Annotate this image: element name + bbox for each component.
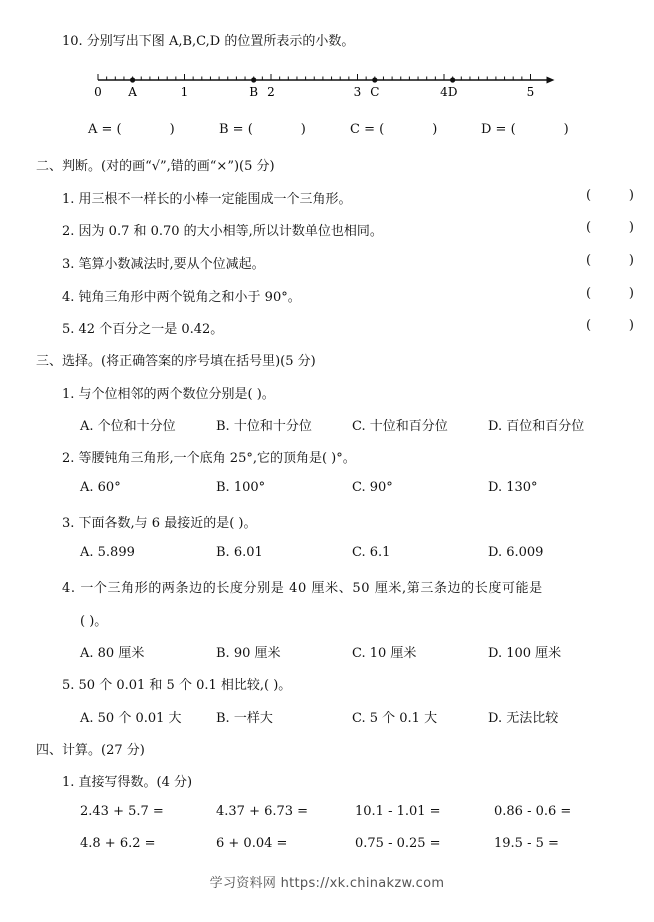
- choice-opt-5b[interactable]: B. 一样大: [216, 711, 273, 726]
- judge-item-3: 3. 笔算小数减法时,要从个位减起。: [62, 257, 265, 272]
- calc-6: 6 + 0.04 =: [216, 836, 288, 851]
- choice-opt-5a[interactable]: A. 50 个 0.01 大: [80, 711, 182, 726]
- choice-opt-5d[interactable]: D. 无法比较: [488, 711, 559, 726]
- judge-item-5: 5. 42 个百分之一是 0.42。: [62, 322, 224, 337]
- choice-opt-2a[interactable]: A. 60°: [80, 480, 121, 495]
- choice-opt-2d[interactable]: D. 130°: [488, 480, 538, 495]
- number-line: [88, 64, 558, 104]
- number-line-point-c: [372, 77, 377, 82]
- judge-item-4: 4. 钝角三角形中两个锐角之和小于 90°。: [62, 290, 301, 305]
- choice-opt-3b[interactable]: B. 6.01: [216, 545, 263, 560]
- choice-opt-4a[interactable]: A. 80 厘米: [80, 646, 145, 661]
- choice-opt-3d[interactable]: D. 6.009: [488, 545, 544, 560]
- choice-question-4-blank: ( )。: [80, 614, 108, 629]
- number-line-point-label: B: [249, 85, 259, 99]
- judge-paren-3[interactable]: ( ): [586, 253, 634, 268]
- number-line-point-label: D: [447, 85, 458, 99]
- number-line-point-d: [450, 77, 455, 82]
- section3-title: 三、选择。(将正确答案的序号填在括号里)(5 分): [36, 354, 316, 369]
- calc-subtitle: 1. 直接写得数。(4 分): [62, 775, 193, 790]
- calc-1: 2.43 + 5.7 =: [80, 804, 164, 819]
- choice-opt-2b[interactable]: B. 100°: [216, 480, 266, 495]
- answer-b: B = ( ): [219, 122, 306, 137]
- choice-opt-1d[interactable]: D. 百位和百分位: [488, 419, 585, 434]
- q10-text: 10. 分别写出下图 A,B,C,D 的位置所表示的小数。: [62, 34, 355, 49]
- choice-opt-1a[interactable]: A. 个位和十分位: [80, 419, 176, 434]
- number-line-arrow: [547, 77, 555, 84]
- choice-opt-4b[interactable]: B. 90 厘米: [216, 646, 281, 661]
- judge-paren-2[interactable]: ( ): [586, 220, 634, 235]
- choice-question-4: 4. 一个三角形的两条边的长度分别是 40 厘米、50 厘米,第三条边的长度可能是: [62, 581, 543, 596]
- choice-question-1: 1. 与个位相邻的两个数位分别是( )。: [62, 387, 275, 402]
- footer-watermark: 学习资料网 https://xk.chinakzw.com: [209, 876, 445, 891]
- calc-8: 19.5 - 5 =: [494, 836, 559, 851]
- calc-3: 10.1 - 1.01 =: [355, 804, 441, 819]
- choice-opt-1b[interactable]: B. 十位和十分位: [216, 419, 312, 434]
- choice-question-5: 5. 50 个 0.01 和 5 个 0.1 相比较,( )。: [62, 678, 292, 693]
- number-line-point-label: C: [370, 85, 380, 99]
- calc-4: 0.86 - 0.6 =: [494, 804, 572, 819]
- number-line-point-label: A: [128, 85, 137, 99]
- section2-title: 二、判断。(对的画“√”,错的画“×”)(5 分): [36, 159, 275, 174]
- answer-d: D = ( ): [481, 122, 569, 137]
- choice-question-2: 2. 等腰钝角三角形,一个底角 25°,它的顶角是( )°。: [62, 451, 356, 466]
- choice-opt-5c[interactable]: C. 5 个 0.1 大: [352, 711, 438, 726]
- choice-opt-4c[interactable]: C. 10 厘米: [352, 646, 417, 661]
- judge-item-2: 2. 因为 0.7 和 0.70 的大小相等,所以计数单位也相同。: [62, 224, 383, 239]
- judge-item-1: 1. 用三根不一样长的小棒一定能围成一个三角形。: [62, 192, 352, 207]
- calc-5: 4.8 + 6.2 =: [80, 836, 156, 851]
- choice-opt-2c[interactable]: C. 90°: [352, 480, 393, 495]
- number-line-point-a: [130, 77, 135, 82]
- number-line-tick-label: 1: [180, 85, 189, 99]
- answer-a: A = ( ): [88, 122, 175, 137]
- number-line-tick-label: 4: [440, 85, 448, 99]
- calc-2: 4.37 + 6.73 =: [216, 804, 309, 819]
- choice-question-3: 3. 下面各数,与 6 最接近的是( )。: [62, 516, 257, 531]
- answer-c: C = ( ): [350, 122, 438, 137]
- number-line-tick-label: 0: [94, 85, 102, 99]
- number-line-tick-label: 5: [526, 85, 535, 99]
- judge-paren-5[interactable]: ( ): [586, 318, 634, 333]
- choice-opt-3c[interactable]: C. 6.1: [352, 545, 391, 560]
- number-line-tick-label: 3: [353, 85, 362, 99]
- number-line-tick-label: 2: [267, 85, 275, 99]
- choice-opt-3a[interactable]: A. 5.899: [80, 545, 135, 560]
- choice-opt-4d[interactable]: D. 100 厘米: [488, 646, 562, 661]
- number-line-point-b: [251, 77, 256, 82]
- judge-paren-4[interactable]: ( ): [586, 286, 634, 301]
- section4-title: 四、计算。(27 分): [36, 743, 145, 758]
- calc-7: 0.75 - 0.25 =: [355, 836, 441, 851]
- choice-opt-1c[interactable]: C. 十位和百分位: [352, 419, 448, 434]
- judge-paren-1[interactable]: ( ): [586, 188, 634, 203]
